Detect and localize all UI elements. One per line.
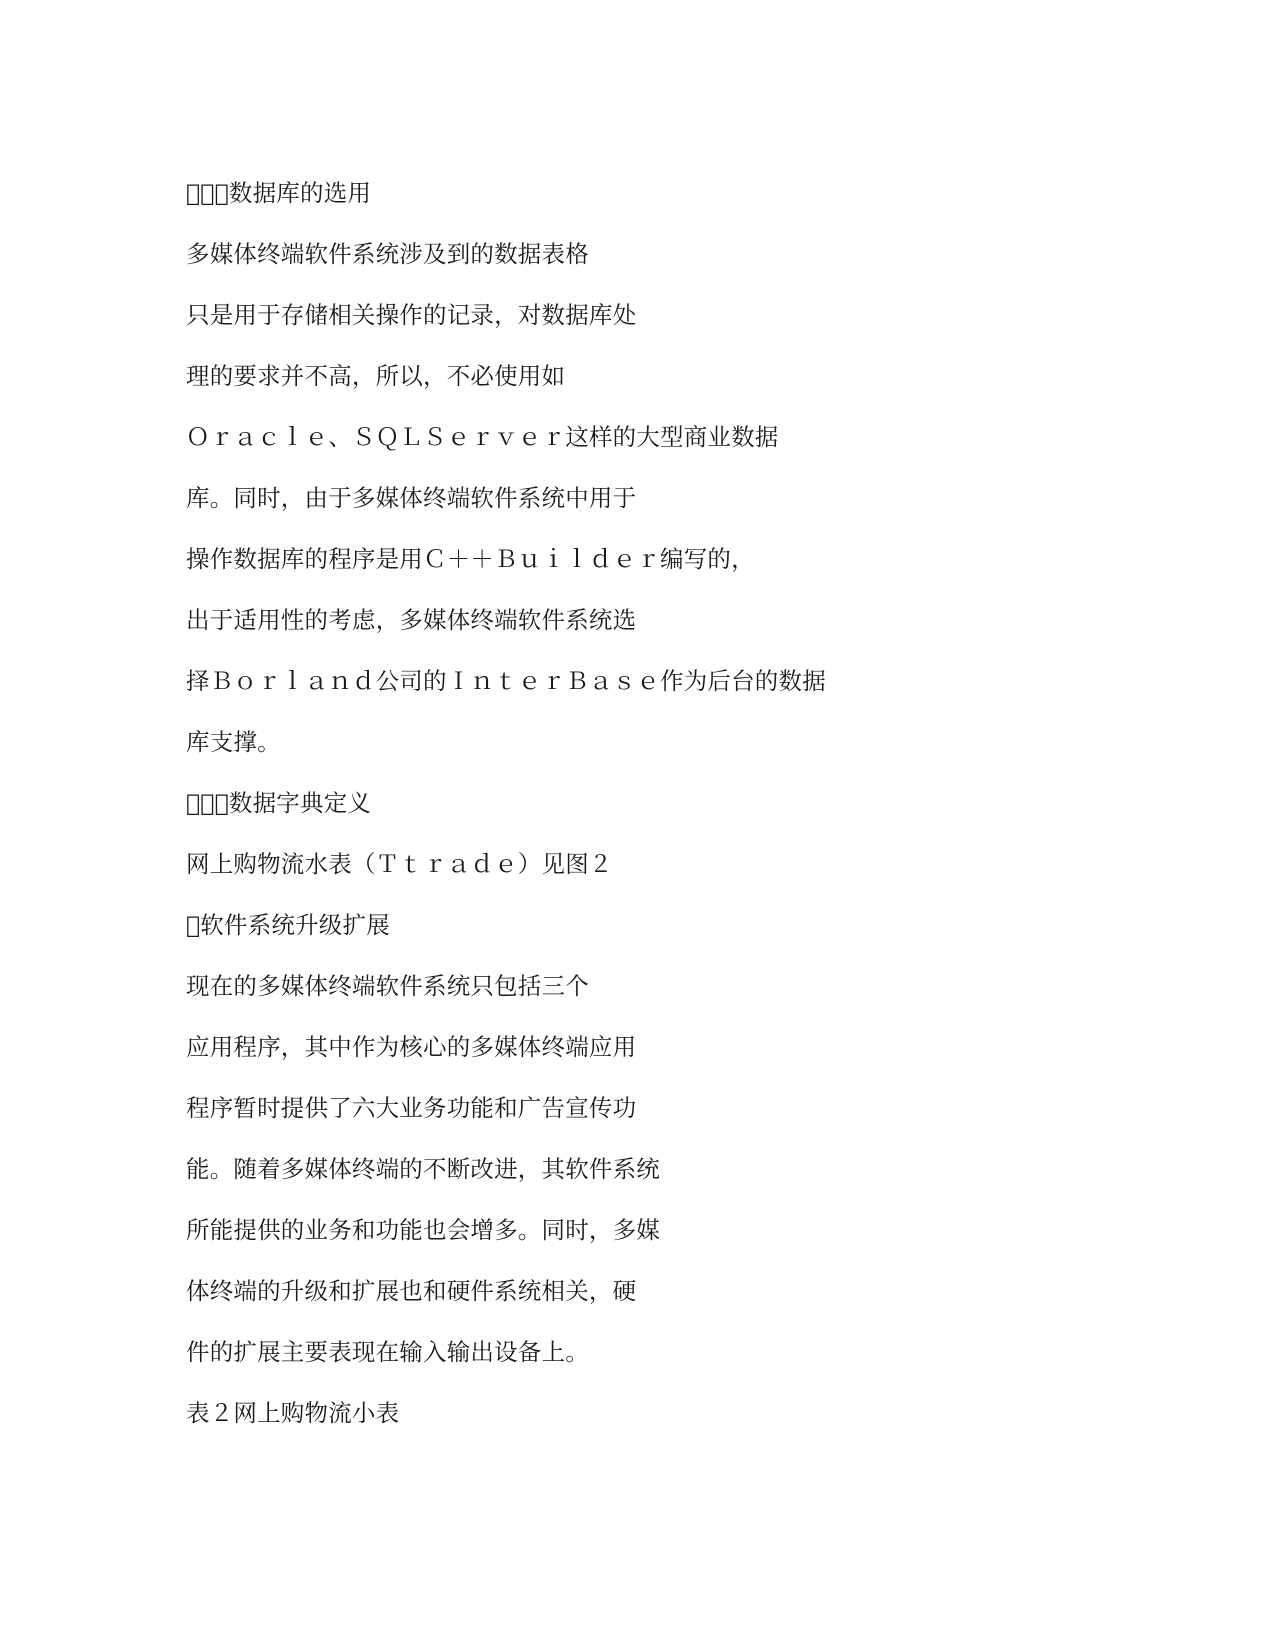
paragraph-line: 只是用于存储相关操作的记录，对数据库处 xyxy=(186,301,637,329)
paragraph-line: 理的要求并不高，所以，不必使用如 xyxy=(186,362,566,390)
paragraph-line: 程序暂时提供了六大业务功能和广告宣传功 xyxy=(186,1094,637,1122)
paragraph-line: 库支撑。 xyxy=(186,728,281,756)
paragraph-line: Ｏｒａｃｌｅ、ＳＱＬ឴Ｓｅｒｖｅｒ这样的大型商业数据 xyxy=(186,423,779,451)
paragraph-line: 应用程序，其中作为核心的多媒体终端应用 xyxy=(186,1033,637,1061)
paragraph-line: 体终端的升级和扩展也和硬件系统相关，硬 xyxy=(186,1277,637,1305)
section-heading-5-1: ５．１឴数据库的选用 xyxy=(186,179,372,207)
paragraph-line: 现在的多媒体终端软件系统只包括三个 xyxy=(186,972,589,1000)
section-heading-5-2: ５．２឴数据字典定义 xyxy=(186,789,372,817)
paragraph-line: 能。随着多媒体终端的不断改进，其软件系统 xyxy=(186,1155,660,1183)
table-caption: ឴表２឴网上购物流小表 xyxy=(186,1399,400,1427)
paragraph-line: 所能提供的业务和功能也会增多。同时，多媒 xyxy=(186,1216,660,1244)
document-body xyxy=(186,178,1066,1459)
paragraph-line: 择Ｂｏｒｌａｎｄ公司的ＩｎｔｅｒＢａｓｅ作为后台的数据 xyxy=(186,667,826,695)
paragraph-line: 操作数据库的程序是用Ｃ＋＋Ｂｕｉｌｄｅｒ编写的， xyxy=(186,545,755,573)
section-heading-6: ６឴软件系统升级扩展 xyxy=(186,911,390,939)
paragraph-line: 出于适用性的考虑，多媒体终端软件系统选 xyxy=(186,606,637,634)
paragraph-line: 件的扩展主要表现在输入输出设备上。 xyxy=(186,1338,589,1366)
paragraph-line: 多媒体终端软件系统涉及到的数据表格 xyxy=(186,240,589,268)
paragraph-line: 网上购物流水表（Ｔｔｒａｄｅ）见图２ xyxy=(186,850,613,878)
paragraph-line: 库。同时，由于多媒体终端软件系统中用于 xyxy=(186,484,637,512)
